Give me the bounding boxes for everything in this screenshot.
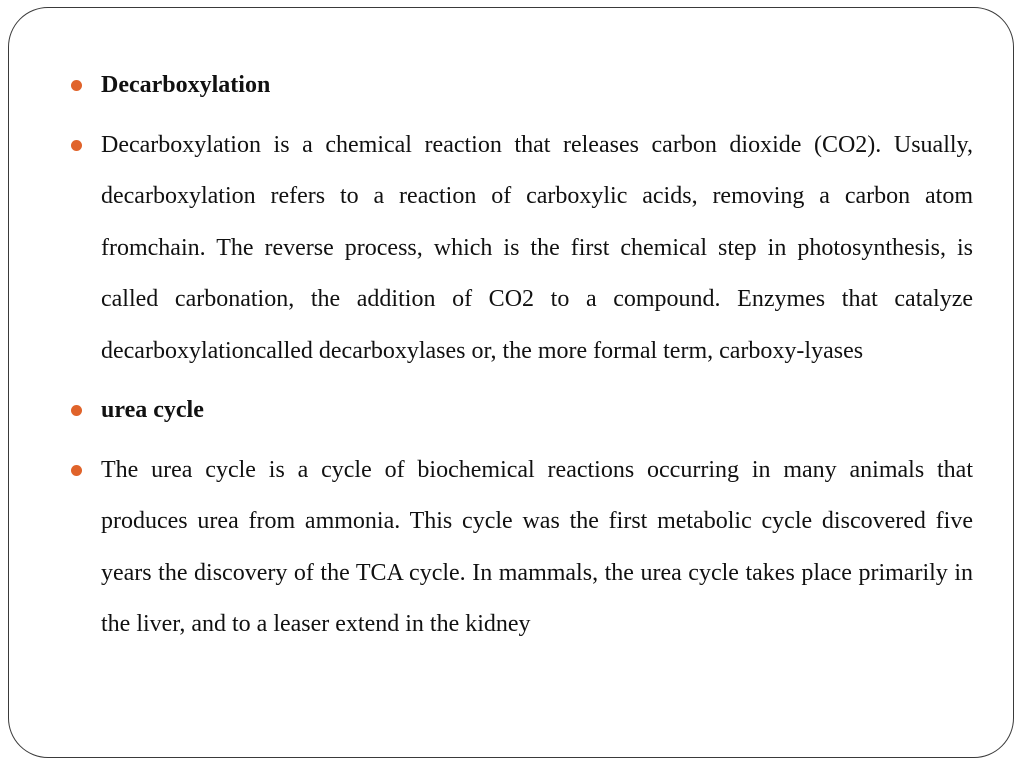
- bullet-dot-icon: [71, 405, 82, 416]
- bullet-dot-icon: [71, 465, 82, 476]
- bullet-text: Decarboxylation: [101, 72, 271, 98]
- bullet-list: [71, 60, 973, 659]
- bullet-text: The urea cycle is a cycle of biochemical reactions occurring in many animals that produces urea from ammonia. This cycle was the first metabolic cycle discovered five years the discovery of the TCA cycle. In mammals, the urea cycle takes place primarily in the liver, and to a leaser extend in the kidney: [101, 456, 973, 637]
- bullet-item-decarboxylation-heading: [71, 60, 973, 112]
- bullet-dot-icon: [71, 80, 82, 91]
- bullet-dot-icon: [71, 140, 82, 151]
- bullet-item-urea-cycle-body: [71, 445, 973, 651]
- bullet-item-decarboxylation-body: [71, 120, 973, 378]
- slide-frame: [8, 7, 1014, 758]
- bullet-text: urea cycle: [101, 397, 204, 423]
- bullet-item-urea-cycle-heading: [71, 385, 973, 437]
- bullet-text: Decarboxylation is a chemical reaction that releases carbon dioxide (CO2). Usually, decarboxylation refers to a reaction of carboxylic acids, removing a carbon atom fromchain. The reverse process, which is the first chemical step in photosynthesis, is called carbonation, the addition of CO2 to a compound. Enzymes that catalyze decarboxylationcalled decarboxylases or, the more formal term, carboxy-lyases: [101, 131, 973, 364]
